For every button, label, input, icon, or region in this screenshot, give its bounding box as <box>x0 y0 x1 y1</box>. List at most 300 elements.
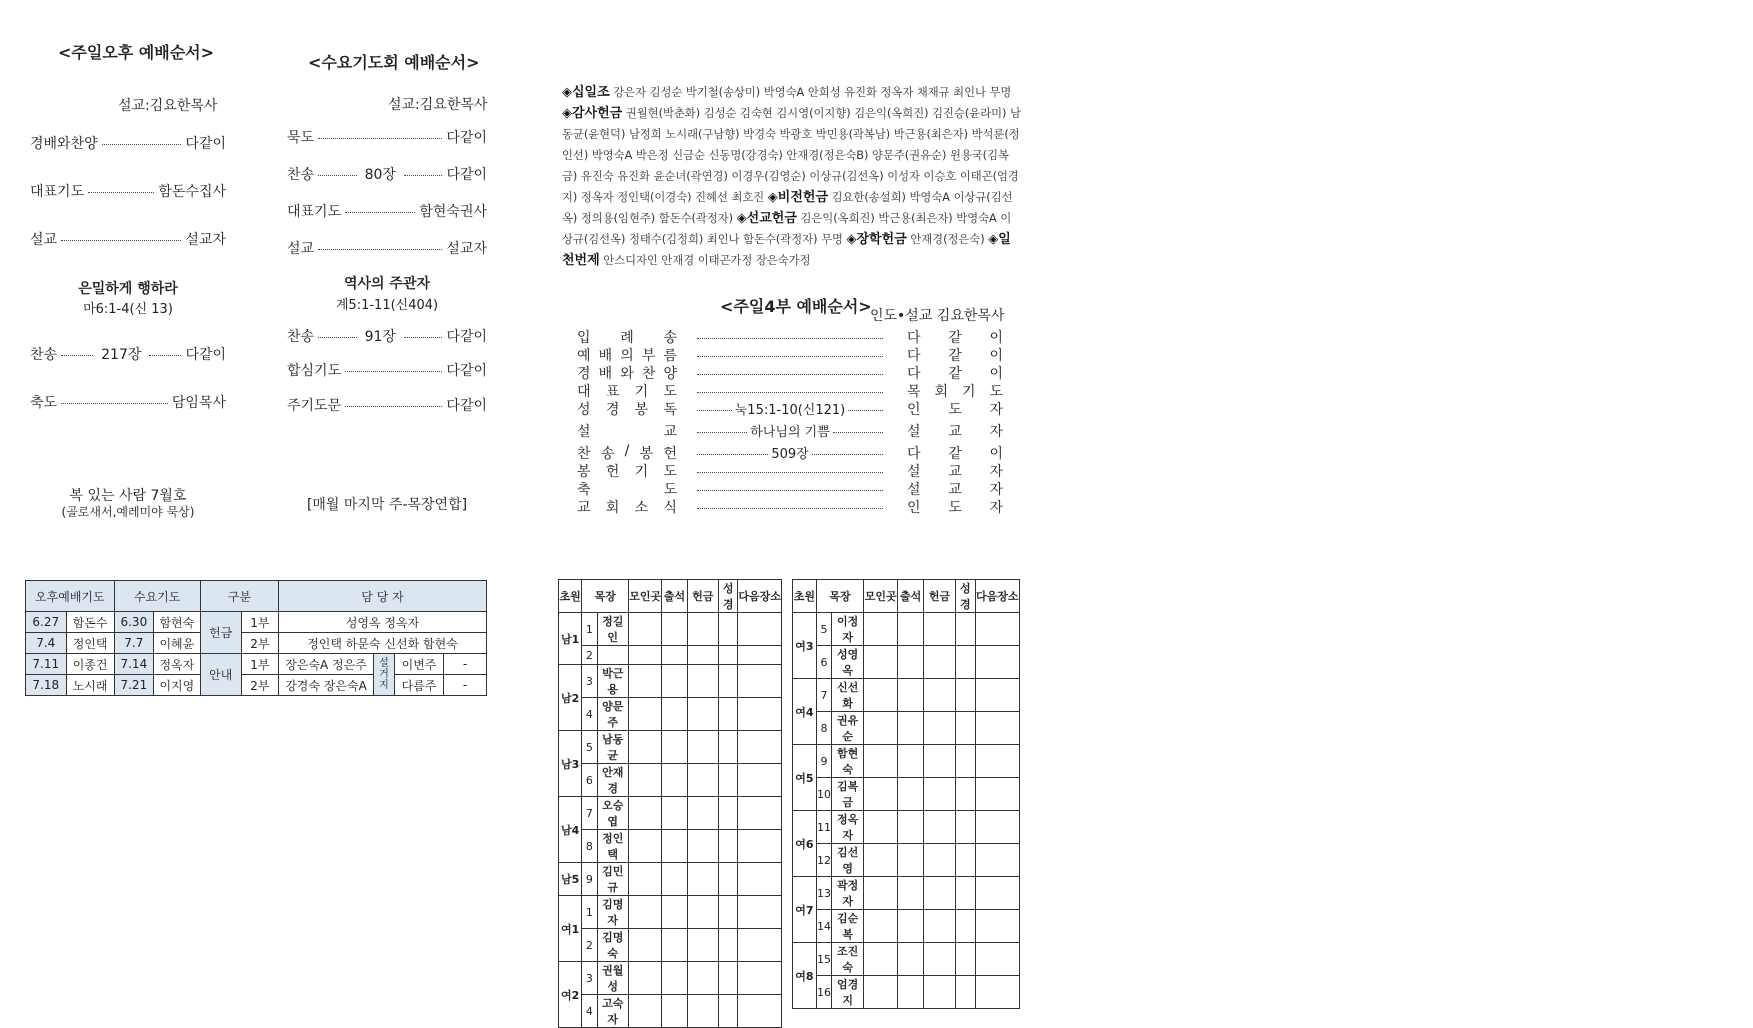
entry-cell[interactable] <box>719 995 738 1028</box>
offering-names: 김은익(옥희진) 박근용(최은자) 박영숙A 이상규(김선옥) 정태수(김정희) 최인나 함돈수(곽정자) 무명 <box>562 212 1012 246</box>
number-cell: 15 <box>816 943 831 976</box>
offering-head: ◈감사헌금 <box>562 106 623 121</box>
name-cell: 정인택 <box>66 633 114 654</box>
wednesday-sermon-title: 역사의 주관자 <box>343 276 431 292</box>
entry-cell[interactable] <box>628 929 661 962</box>
sunday4-row <box>577 421 1003 439</box>
entry-cell[interactable] <box>628 613 661 646</box>
sunday-pm-sermon-ref: 마6:1-4(신 13) <box>83 302 173 317</box>
entry-cell[interactable] <box>924 811 956 844</box>
entry-cell[interactable] <box>738 962 782 995</box>
entry-cell[interactable] <box>955 844 975 877</box>
item-label: 찬송 <box>30 347 58 363</box>
offering-head: ◈십일조 <box>562 85 610 100</box>
sunday4-row <box>577 327 1003 345</box>
entry-cell[interactable] <box>738 665 782 698</box>
entry-cell[interactable] <box>628 863 661 896</box>
entry-cell[interactable] <box>898 712 924 745</box>
name-cell: 남동균 <box>597 731 628 764</box>
row-who: 인 도 자 <box>907 500 1003 516</box>
name-cell: 김민규 <box>597 863 628 896</box>
table-row <box>559 797 782 830</box>
offering-head: ◈장학헌금 <box>846 232 907 247</box>
entry-cell[interactable] <box>719 646 738 665</box>
row-dots <box>697 359 883 360</box>
entry-cell[interactable] <box>628 731 661 764</box>
item-label: 경배와찬양 <box>30 136 98 152</box>
entry-cell[interactable] <box>864 811 898 844</box>
entry-cell[interactable] <box>719 929 738 962</box>
number-cell: 10 <box>816 778 831 811</box>
entry-cell[interactable] <box>662 962 687 995</box>
entry-cell[interactable] <box>628 797 661 830</box>
entry-cell[interactable] <box>662 613 687 646</box>
entry-cell[interactable] <box>924 877 956 910</box>
number-cell: 13 <box>816 877 831 910</box>
name-cell: 이혜윤 <box>154 633 201 654</box>
duty-header: 수요기도 <box>114 581 200 612</box>
entry-cell[interactable] <box>924 976 956 1009</box>
entry-cell[interactable] <box>924 712 956 745</box>
name-cell: 정옥자 <box>832 811 864 844</box>
entry-cell[interactable] <box>924 646 956 679</box>
entry-cell[interactable] <box>719 962 738 995</box>
entry-cell[interactable] <box>955 811 975 844</box>
entry-cell[interactable] <box>662 764 687 797</box>
entry-cell[interactable] <box>864 943 898 976</box>
group-cell: 여1 <box>559 896 582 962</box>
name-cell <box>597 646 628 665</box>
attendance-header-row <box>559 580 782 613</box>
sunday-pm-title: <주일오후 예배순서> <box>58 43 215 62</box>
entry-cell[interactable] <box>864 976 898 1009</box>
entry-cell[interactable] <box>864 646 898 679</box>
group-cell: 남5 <box>559 863 582 896</box>
entry-cell[interactable] <box>662 896 687 929</box>
table-row <box>559 646 782 665</box>
date-cell: 7.14 <box>114 654 153 675</box>
entry-cell[interactable] <box>898 976 924 1009</box>
row-dots <box>697 341 883 342</box>
entry-cell[interactable] <box>924 679 956 712</box>
entry-cell[interactable] <box>719 665 738 698</box>
row-who: 설 교 자 <box>907 464 1003 480</box>
sunday4-row <box>577 399 1003 417</box>
row-label: 설 교 <box>577 424 677 440</box>
entry-cell[interactable] <box>738 613 782 646</box>
sunday-pm-item <box>30 133 226 153</box>
entry-cell[interactable] <box>975 943 1019 976</box>
attendance-header: 성경 <box>955 580 975 613</box>
item-label: 설교 <box>287 241 315 257</box>
row-who: 다 같 이 <box>907 446 1003 462</box>
offering-head: ◈일천번제 <box>562 232 1011 268</box>
table-row <box>26 654 487 675</box>
sunday-pm-item <box>30 344 226 364</box>
entry-cell[interactable] <box>719 830 738 863</box>
duty-header: 오후예배기도 <box>26 581 115 612</box>
entry-cell[interactable] <box>687 665 718 698</box>
attendance-header: 모인곳 <box>628 580 661 613</box>
name-cell: 엄경지 <box>832 976 864 1009</box>
table-row <box>793 613 1020 646</box>
entry-cell[interactable] <box>898 943 924 976</box>
attendance-header: 모인곳 <box>864 580 898 613</box>
entry-cell[interactable] <box>864 745 898 778</box>
entry-cell[interactable] <box>687 731 718 764</box>
row-dots <box>697 475 883 476</box>
attendance-header: 헌금 <box>924 580 956 613</box>
entry-cell[interactable] <box>738 698 782 731</box>
entry-cell[interactable] <box>738 896 782 929</box>
number-cell: 1 <box>582 896 597 929</box>
entry-cell[interactable] <box>975 976 1019 1009</box>
row-label: 교 회 소 식 <box>577 500 677 516</box>
entry-cell[interactable] <box>955 679 975 712</box>
name-cell: 조진숙 <box>832 943 864 976</box>
entry-cell[interactable] <box>975 613 1019 646</box>
wednesday-note: [매월 마지막 주-목장연합] <box>306 497 468 513</box>
table-row <box>559 613 782 646</box>
offering-list <box>562 82 1022 271</box>
entry-cell[interactable] <box>687 830 718 863</box>
item-who: 담임목사 <box>171 395 226 411</box>
row-mid: 눅15:1-10(신121) <box>734 403 846 418</box>
wednesday-item <box>287 238 487 258</box>
entry-cell[interactable] <box>662 797 687 830</box>
offering-names: 강은자 김성순 박기철(송상미) 박영숙A 안희성 유진화 정옥자 채재규 최인나 무명 <box>613 86 1012 99</box>
group-cell: 여3 <box>793 613 817 679</box>
row-who: 인 도 자 <box>907 402 1003 418</box>
name-cell: 노시래 <box>66 675 114 696</box>
item-who: 설교자 <box>185 232 226 248</box>
dash-cell: - <box>444 654 487 675</box>
table-row <box>793 910 1020 943</box>
name-cell: 박근용 <box>597 665 628 698</box>
entry-cell[interactable] <box>924 844 956 877</box>
offering-names: 권월현(박춘화) 김성순 김숙현 김시영(이지향) 김은익(옥희진) 김진승(윤라미) 남동균(윤현덕) 남정희 노시래(구남향) 박경숙 박광호 박민용(곽복남) 박근용(최은자) 박석룬(정인선) 박영숙A 박은정 신금순 신동명(강경숙) 안재경(정은숙B) 양문주(권유순) 윈용국(김복금) 유진숙 유진화 윤순녀(곽연경) 이경우(김영순) 이상규(김선옥) 이성자 이승호 이태곤(엄경지) 정옥자 정인택(이경숙) 진혜선 최호진 <box>562 107 1021 204</box>
entry-cell[interactable] <box>864 712 898 745</box>
entry-cell[interactable] <box>719 896 738 929</box>
item-mid: 91장 <box>364 329 396 345</box>
entry-cell[interactable] <box>864 679 898 712</box>
row-who: 설 교 자 <box>907 482 1003 498</box>
entry-cell[interactable] <box>738 646 782 665</box>
who-cell: 성영옥 정옥자 <box>279 612 487 633</box>
attendance-header: 헌금 <box>687 580 718 613</box>
entry-cell[interactable] <box>975 844 1019 877</box>
entry-cell[interactable] <box>955 877 975 910</box>
entry-cell[interactable] <box>738 929 782 962</box>
entry-cell[interactable] <box>898 745 924 778</box>
number-cell: 4 <box>582 995 597 1028</box>
attendance-header: 다음장소 <box>738 580 782 613</box>
group-cell: 헌금 <box>200 612 241 654</box>
entry-cell[interactable] <box>924 943 956 976</box>
entry-cell[interactable] <box>662 995 687 1028</box>
entry-cell[interactable] <box>975 811 1019 844</box>
entry-cell[interactable] <box>975 877 1019 910</box>
sunday-pm-sermon-title: 은밀하게 행하라 <box>78 281 178 297</box>
entry-cell[interactable] <box>898 844 924 877</box>
entry-cell[interactable] <box>898 877 924 910</box>
attendance-header: 출석 <box>898 580 924 613</box>
sunday4-row <box>577 381 1003 399</box>
wednesday-item <box>287 164 487 184</box>
item-who: 함현숙권사 <box>419 204 487 220</box>
sunday-pm-preacher: 설교:김요한목사 <box>118 98 218 114</box>
entry-cell[interactable] <box>687 797 718 830</box>
entry-cell[interactable] <box>955 646 975 679</box>
attendance-header: 목장 <box>582 580 629 613</box>
entry-cell[interactable] <box>738 995 782 1028</box>
wednesday-sermon-ref: 계5:1-11(신404) <box>335 298 439 313</box>
number-cell: 3 <box>582 962 597 995</box>
row-label: 축 도 <box>577 482 677 498</box>
group-cell: 남3 <box>559 731 582 797</box>
attendance-header: 초원 <box>559 580 582 613</box>
entry-cell[interactable] <box>687 896 718 929</box>
row-who: 목 회 기 도 <box>907 384 1003 400</box>
entry-cell[interactable] <box>719 698 738 731</box>
entry-cell[interactable] <box>687 646 718 665</box>
wednesday-preacher: 설교:김요한목사 <box>388 97 488 113</box>
entry-cell[interactable] <box>719 764 738 797</box>
entry-cell[interactable] <box>955 745 975 778</box>
wednesday-item <box>287 395 487 415</box>
attendance-header: 출석 <box>662 580 687 613</box>
offering-names: 안재경(정은숙) <box>910 233 985 246</box>
item-who: 다같이 <box>446 398 487 414</box>
item-label: 설교 <box>30 232 58 248</box>
entry-cell[interactable] <box>662 665 687 698</box>
entry-cell[interactable] <box>719 863 738 896</box>
date-cell: 7.4 <box>26 633 67 654</box>
entry-cell[interactable] <box>898 811 924 844</box>
name-cell: 권유순 <box>832 712 864 745</box>
entry-cell[interactable] <box>975 712 1019 745</box>
group-cell: 남4 <box>559 797 582 863</box>
name-cell: 김복금 <box>832 778 864 811</box>
item-label: 찬송 <box>287 329 315 345</box>
table-row <box>559 665 782 698</box>
sunday-pm-item <box>30 392 226 412</box>
entry-cell[interactable] <box>924 778 956 811</box>
table-row <box>793 778 1020 811</box>
sunday4-row <box>577 497 1003 515</box>
entry-cell[interactable] <box>955 910 975 943</box>
entry-cell[interactable] <box>719 797 738 830</box>
entry-cell[interactable] <box>898 646 924 679</box>
entry-cell[interactable] <box>975 646 1019 679</box>
name-cell: 정길인 <box>597 613 628 646</box>
row-label: 경 배 와 찬 양 <box>577 366 677 382</box>
name-cell: 김명자 <box>597 896 628 929</box>
table-row <box>793 844 1020 877</box>
name-cell: 성영옥 <box>832 646 864 679</box>
entry-cell[interactable] <box>662 929 687 962</box>
group-cell: 여2 <box>559 962 582 1028</box>
name-cell: 이지영 <box>154 675 201 696</box>
row-dots <box>697 511 883 512</box>
number-cell: 2 <box>582 646 597 665</box>
row-dots <box>697 421 883 440</box>
entry-cell[interactable] <box>898 613 924 646</box>
sunday4-title: <주일4부 예배순서> <box>720 297 872 316</box>
duty-table <box>25 580 487 696</box>
duty-header: 구분 <box>200 581 278 612</box>
wednesday-item <box>287 201 487 221</box>
row-label: 입 례 송 <box>577 330 677 346</box>
name-cell: 정옥자 <box>154 654 201 675</box>
entry-cell[interactable] <box>662 863 687 896</box>
who-cell: 장은숙A 정은주 <box>279 654 374 675</box>
entry-cell[interactable] <box>687 929 718 962</box>
group-cell: 안내 <box>200 654 241 696</box>
entry-cell[interactable] <box>662 731 687 764</box>
who-cell: 이변주 <box>395 654 444 675</box>
entry-cell[interactable] <box>738 797 782 830</box>
part-cell: 1부 <box>241 654 278 675</box>
entry-cell[interactable] <box>687 613 718 646</box>
entry-cell[interactable] <box>864 778 898 811</box>
row-who: 다 같 이 <box>907 366 1003 382</box>
entry-cell[interactable] <box>955 712 975 745</box>
table-row <box>793 712 1020 745</box>
table-row <box>793 811 1020 844</box>
entry-cell[interactable] <box>687 863 718 896</box>
attendance-table-left <box>558 579 782 1028</box>
name-cell: 양문주 <box>597 698 628 731</box>
entry-cell[interactable] <box>898 910 924 943</box>
group-cell: 여7 <box>793 877 817 943</box>
name-cell: 이종건 <box>66 654 114 675</box>
book-subtitle: (골로새서,예레미야 묵상) <box>61 505 195 519</box>
name-cell: 권월성 <box>597 962 628 995</box>
entry-cell[interactable] <box>738 764 782 797</box>
table-row <box>793 745 1020 778</box>
name-cell: 안재경 <box>597 764 628 797</box>
entry-cell[interactable] <box>864 613 898 646</box>
row-dots <box>697 377 883 378</box>
date-cell: 7.18 <box>26 675 67 696</box>
entry-cell[interactable] <box>738 731 782 764</box>
part-cell: 1부 <box>241 612 278 633</box>
entry-cell[interactable] <box>687 962 718 995</box>
entry-cell[interactable] <box>898 778 924 811</box>
row-dots <box>697 443 883 462</box>
item-who: 다같이 <box>446 363 487 379</box>
entry-cell[interactable] <box>687 698 718 731</box>
entry-cell[interactable] <box>719 731 738 764</box>
number-cell: 8 <box>816 712 831 745</box>
entry-cell[interactable] <box>924 745 956 778</box>
entry-cell[interactable] <box>955 778 975 811</box>
entry-cell[interactable] <box>662 698 687 731</box>
row-dots <box>697 493 883 494</box>
sunday-pm-item <box>30 181 226 201</box>
item-who: 다같이 <box>446 167 488 183</box>
group-cell: 여5 <box>793 745 817 811</box>
entry-cell[interactable] <box>662 646 687 665</box>
entry-cell[interactable] <box>687 995 718 1028</box>
number-cell: 14 <box>816 910 831 943</box>
date-cell: 6.30 <box>114 612 153 633</box>
table-row <box>559 764 782 797</box>
item-label: 대표기도 <box>30 184 85 200</box>
entry-cell[interactable] <box>628 764 661 797</box>
entry-cell[interactable] <box>975 910 1019 943</box>
item-mid: 217장 <box>101 347 142 363</box>
entry-cell[interactable] <box>924 613 956 646</box>
entry-cell[interactable] <box>628 995 661 1028</box>
table-row <box>26 612 487 633</box>
entry-cell[interactable] <box>955 613 975 646</box>
offering-names: 안스디자인 안재경 이태곤가정 장은숙가정 <box>603 254 811 267</box>
entry-cell[interactable] <box>628 896 661 929</box>
entry-cell[interactable] <box>628 665 661 698</box>
entry-cell[interactable] <box>738 830 782 863</box>
row-mid: 하나님의 기쁨 <box>750 425 830 440</box>
entry-cell[interactable] <box>738 863 782 896</box>
entry-cell[interactable] <box>864 910 898 943</box>
name-cell: 이정자 <box>832 613 864 646</box>
entry-cell[interactable] <box>628 962 661 995</box>
entry-cell[interactable] <box>975 778 1019 811</box>
attendance-header: 목장 <box>816 580 863 613</box>
table-row <box>559 929 782 962</box>
item-who: 다같이 <box>446 329 488 345</box>
name-cell: 곽정자 <box>832 877 864 910</box>
entry-cell[interactable] <box>628 646 661 665</box>
entry-cell[interactable] <box>864 844 898 877</box>
item-label: 주기도문 <box>287 398 342 414</box>
entry-cell[interactable] <box>662 830 687 863</box>
row-label: 대 표 기 도 <box>577 384 677 400</box>
number-cell: 4 <box>582 698 597 731</box>
entry-cell[interactable] <box>924 910 956 943</box>
sunday-pm-item <box>30 229 226 249</box>
item-who: 설교자 <box>446 241 487 257</box>
entry-cell[interactable] <box>975 745 1019 778</box>
number-cell: 6 <box>582 764 597 797</box>
item-who: 다같이 <box>185 136 226 152</box>
row-label: 성 경 봉 독 <box>577 402 677 418</box>
wednesday-item <box>287 326 487 346</box>
sunday4-row <box>577 461 1003 479</box>
group-cell: 남1 <box>559 613 582 665</box>
entry-cell[interactable] <box>719 613 738 646</box>
number-cell: 2 <box>582 929 597 962</box>
entry-cell[interactable] <box>898 679 924 712</box>
entry-cell[interactable] <box>628 830 661 863</box>
entry-cell[interactable] <box>955 976 975 1009</box>
name-cell: 함현숙 <box>154 612 201 633</box>
table-row <box>26 633 487 654</box>
sunday4-row <box>577 345 1003 363</box>
entry-cell[interactable] <box>955 943 975 976</box>
entry-cell[interactable] <box>864 877 898 910</box>
entry-cell[interactable] <box>628 698 661 731</box>
table-row <box>559 962 782 995</box>
number-cell: 1 <box>582 613 597 646</box>
entry-cell[interactable] <box>975 679 1019 712</box>
wednesday-title: <수요기도회 예배순서> <box>308 53 480 72</box>
name-cell: 김순복 <box>832 910 864 943</box>
group-cell: 여8 <box>793 943 817 1009</box>
sunday4-row <box>577 363 1003 381</box>
entry-cell[interactable] <box>687 764 718 797</box>
